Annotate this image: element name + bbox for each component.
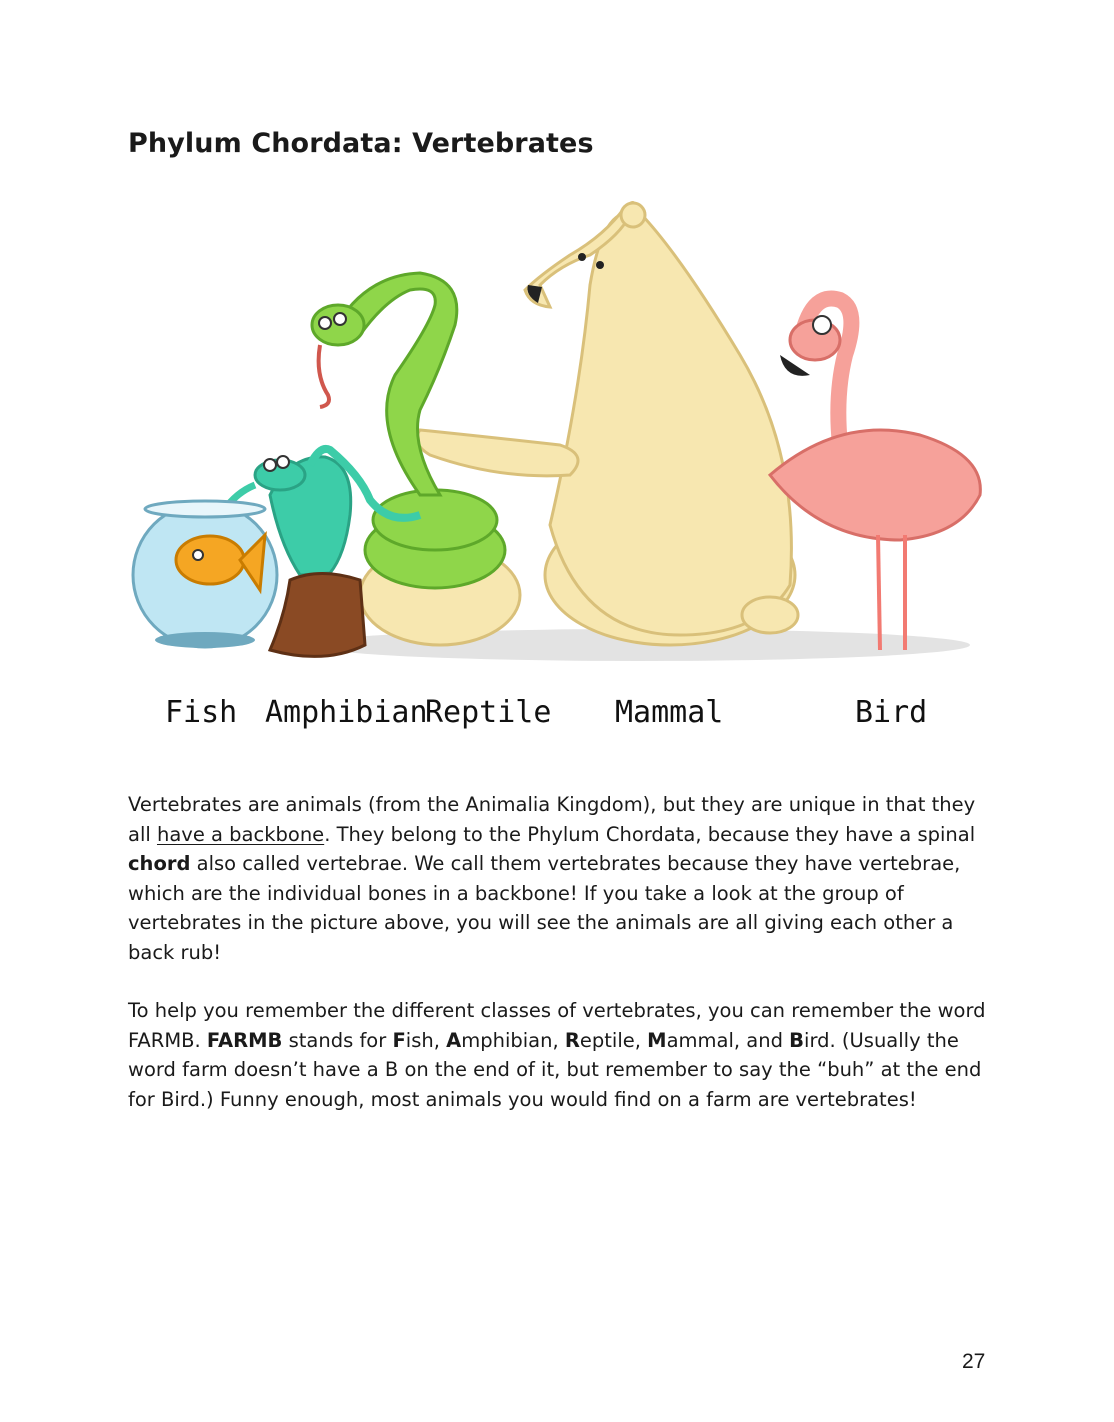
text: . They belong to the Phylum Chordata, because they have a spinal xyxy=(324,822,976,846)
vertebrates-illustration xyxy=(120,195,1000,755)
bold-letter-f: F xyxy=(392,1028,406,1052)
label-reptile: Reptile xyxy=(425,695,552,730)
text: ish, xyxy=(405,1028,447,1052)
backbone-link[interactable]: have a backbone xyxy=(156,822,325,846)
bold-letter-b: B xyxy=(789,1028,805,1052)
bold-chord: chord xyxy=(128,852,191,875)
text: stands for xyxy=(282,1028,393,1052)
bold-letter-r: R xyxy=(564,1028,580,1052)
bold-letter-m: M xyxy=(647,1028,667,1052)
page-title: Phylum Chordata: Vertebrates xyxy=(128,128,594,159)
text: To help you remember the different classes of vertebrates, you can remember the word FARMB. xyxy=(128,999,986,1052)
bold-farmb: FARMB xyxy=(206,1028,283,1052)
label-amphibian: Amphibian xyxy=(265,695,428,730)
paragraph-farmb xyxy=(128,996,998,1114)
page-number: 27 xyxy=(962,1350,986,1373)
text: eptile, xyxy=(579,1028,648,1052)
text: also called vertebrae. We call them vertebrates because they have vertebrae, which are the individual bones in a backbone! If you take a look at the group of vertebrates in the picture above, you will see the animals are all giving each other a back rub! xyxy=(128,852,961,964)
stump-icon xyxy=(270,574,365,657)
label-fish: Fish xyxy=(165,695,238,730)
label-bird: Bird xyxy=(855,695,928,730)
text: ird. (Usually the word farm doesn’t have a B on the end of it, but remember to say the “buh” at the end for Bird.) Funny enough, most animals you would find on a farm are vertebrates! xyxy=(128,1028,982,1111)
bold-letter-a: A xyxy=(446,1028,462,1052)
text: ammal, and xyxy=(666,1028,790,1052)
label-mammal: Mammal xyxy=(615,695,724,730)
paragraph-vertebrates-intro xyxy=(128,790,998,967)
text: Vertebrates are animals (from the Animalia Kingdom), but they are unique in that they all xyxy=(128,793,976,846)
text: mphibian, xyxy=(461,1028,565,1052)
flamingo-icon xyxy=(770,298,980,650)
